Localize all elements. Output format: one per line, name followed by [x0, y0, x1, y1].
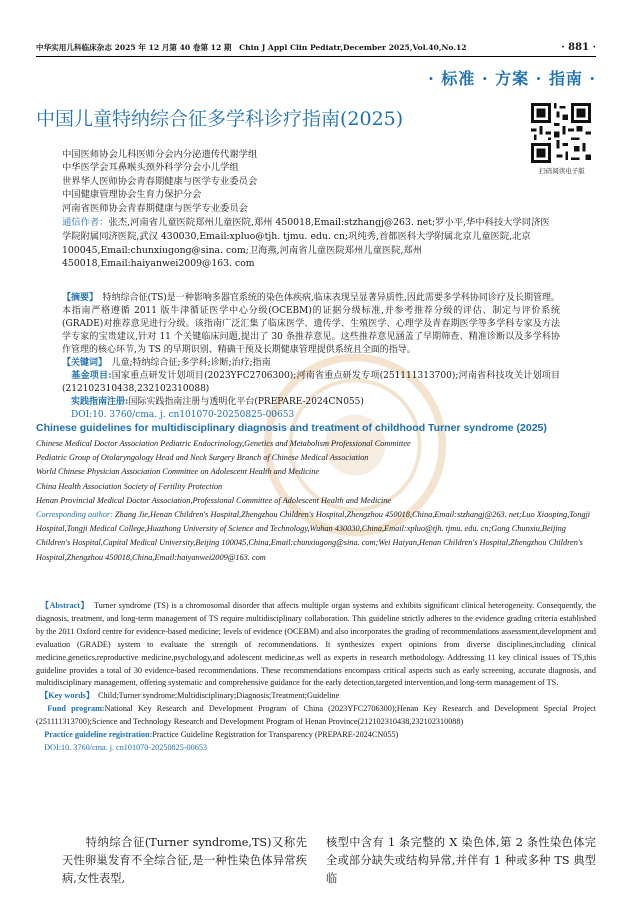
- doi-link[interactable]: DOI:10. 3760/cma. j. cn101070-20250825-00653: [71, 410, 295, 420]
- section-label: · 标准 · 方案 · 指南 ·: [428, 69, 596, 88]
- english-correspondence: [36, 508, 596, 565]
- organization-item: 世界华人医师协会青春期健康与医学专业委员会: [62, 175, 258, 187]
- organization-item: 中国医师协会儿科医师分会内分泌遗传代谢学组: [62, 149, 258, 160]
- english-doi-link[interactable]: DOI:10. 3760/cma. j. cn101070-20250825-00653: [44, 742, 208, 752]
- english-fund-label: Fund program:: [47, 704, 105, 714]
- correspondence: [62, 216, 552, 271]
- english-organizations: [36, 437, 596, 565]
- english-title: Chinese guidelines for multidisciplinary diagnosis and treatment of childhood Turner syndrome (2025): [36, 422, 547, 434]
- english-registration-label: Practice guideline registration:: [44, 730, 153, 740]
- english-abstract-text: Turner syndrome (TS) is a chromosomal disorder that affects multiple organ systems and exhibits significant clinical heterogeneity. Consequently, the diagnosis, treatment, and long-term management of TS require multidisciplinary collaboration. This guideline strictly adheres to the evidence grading criteria established by the 2011 Oxford centre for evidence-based medicine; levels of evidence (OCEBM) and also incorporates the grading of recommendations assessment,development and evaluation (GRADE) system to evaluate the strength of recommendations. It synthesizes expert opinions from diverse disciplines,including clinical medicine,genetics,reproductive medicine,psychology,and adolescent medicine,as well as experts in research methodology. Addressing 11 key clinical issues of TS,this guideline provides a total of 30 evidence-based recommendations. These recommendations encompass critical aspects such as early screening, accurate diagnosis, and multidisciplinary management, offering systematic and comprehensive guidance for the early detection,targeted intervention,and long-term management of TS.: [36, 601, 596, 688]
- english-correspondence-label: Corresponding author:: [36, 510, 113, 520]
- article-title: 中国儿童特纳综合征多学科诊疗指南(2025): [36, 108, 404, 130]
- organization-list: [62, 148, 257, 215]
- body-text-left: 特纳综合征(Turner syndrome,TS)又称先天性卵巢发育不全综合征,是一种性染色体异常疾病,女性表型,: [62, 836, 307, 885]
- english-keywords-label: 【Key words】: [44, 691, 90, 701]
- abstract-label: 【摘要】: [62, 293, 94, 303]
- abstract-text: 特纳综合征(TS)是一种影响多器官系统的染色体疾病,临床表现呈显著异质性,因此需要多学科协同诊疗及长期管理。本指南严格遵循 2011 版牛津循证医学中心分级(OCEBM)的证据分级标准,并参考推荐分级的评估、制定与评价系统(GRADE)对推荐意见进行分级。该指南广泛汇集了临床医学、遗传学、生殖医学、心理学及青春期医学等多学科专家及方法学专家的宝贵建议,针对 11 个关键临床问题,提出了 30 条推荐意见。这些推荐意见涵盖了早期筛查、精准诊断以及多学科协作管理的核心环节,为 TS 的早期识别、精确干预及长期健康管理提供系统且全面的指导。: [62, 293, 560, 355]
- correspondence-text: 张杰,河南省儿童医院郑州儿童医院,郑州 450018,Email:stzhangj@263. net;罗小平,华中科技大学同济医学院附属同济医院,武汉 430030,Email:xpluo@tjh. tjmu. edu. cn;巩纯秀,首都医科大学附属北京儿童医院,北京 100045,Email:chunxiugong@sina. com;卫海燕,河南省儿童医院郑州儿童医院,郑州 450018,Email:haiyanwei2009@163. com: [62, 217, 550, 270]
- registration-label: 实践指南注册:: [71, 397, 129, 407]
- english-organization-item: China Health Association Society of Fertility Protection: [36, 481, 223, 491]
- chinese-abstract: [62, 292, 560, 422]
- english-fund-text: National Key Research and Development Program of China (2023YFC2706300);Henan Key Research and Development Special Project (251111313700);Science and Technology Research and Development Program of Henan Province(212102310438,232102310088): [36, 704, 596, 727]
- english-keywords-text: Child;Turner syndrome;Multidisciplinary;Diagnosis;Treatment;Guideline: [89, 691, 340, 701]
- organization-item: 河南省医师协会青春期健康与医学专业委员会: [62, 202, 248, 214]
- keywords-text: 儿童;特纳综合征;多学科;诊断;治疗;指南: [102, 358, 271, 368]
- english-organization-item: Henan Provincial Medical Doctor Association,Professional Committee of Adolescent Health and Medicine: [36, 495, 392, 505]
- qr-code-icon[interactable]: [531, 103, 591, 163]
- english-abstract-label: 【Abstract】: [44, 601, 86, 610]
- fund-text: 国家重点研发计划项目(2023YFC2706300);河南省重点研发专项(251111313700);河南省科技攻关计划项目(212102310438,232102310088): [62, 371, 560, 394]
- english-correspondence-text: Zhang Jie,Henan Children's Hospital,Zhengzhou Children's Hospital,Zhengzhou 450018,China,Email:stzhangj@263. net;Luo Xiaoping,Tongji Hospital,Tongji Medical College,Huazhong University of Science and Technology,Wuhan 430030,China,Email:xpluo@tjh. tjmu. edu. cn;Gong Chunxiu,Beijing Children's Hospital,Capital Medical University,Beijing 100045,China,Email:chunxiugong@sina. com;Wei Haiyan,Henan Children's Hospital,Zhengzhou Children's Hospital,Zhengzhou 450018,China,Email:haiyanwei2009@163. com: [36, 510, 591, 562]
- english-organization-item: Chinese Medical Doctor Association Pediatric Endocrinology,Genetics and Metabolism Professional Committee: [36, 439, 411, 448]
- header-rule: [36, 56, 596, 57]
- english-abstract: [36, 600, 596, 755]
- organization-item: 中国健康管理协会生育力保护分会: [62, 189, 202, 201]
- body-text-right: 核型中含有 1 条完整的 X 染色体,第 2 条性染色体完全或部分缺失或结构异常,并伴有 1 种或多种 TS 典型临: [326, 836, 596, 885]
- running-head: 中华实用儿科临床杂志 2025 年 12 月第 40 卷第 12 期 Chin J Appl Clin Pediatr,December 2025,Vol.40,No.12: [36, 43, 467, 52]
- organization-item: 中华医学会耳鼻喉头颈外科学分会小儿学组: [62, 162, 239, 174]
- english-organization-item: Pediatric Group of Otolaryngology Head and Neck Surgery Branch of Chinese Medical Association: [36, 453, 369, 463]
- english-registration-text: Practice Guideline Registration for Transparency (PREPARE-2024CN055): [152, 730, 399, 740]
- page-number: · 881 ·: [561, 42, 596, 53]
- registration-text: 国际实践指南注册与透明化平台(PREPARE-2024CN055): [128, 397, 364, 407]
- qr-caption: 扫码阅读电子版: [539, 167, 585, 175]
- fund-label: 基金项目:: [71, 371, 112, 381]
- correspondence-label: 通信作者：: [62, 217, 109, 228]
- english-organization-item: World Chinese Physician Association Committee on Adolescent Health and Medicine: [36, 467, 320, 477]
- keywords-label: 【关键词】: [62, 358, 103, 368]
